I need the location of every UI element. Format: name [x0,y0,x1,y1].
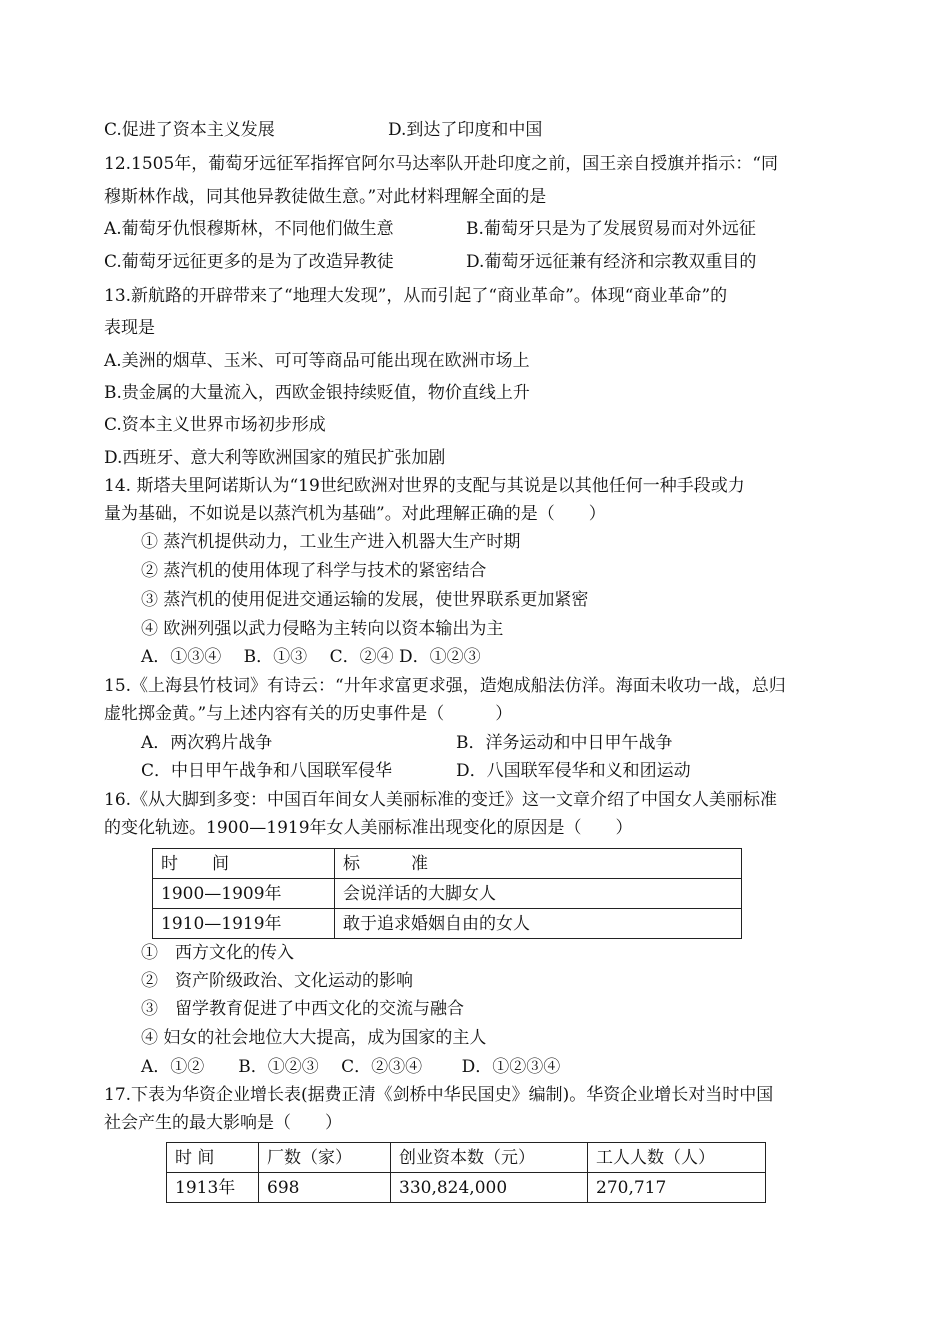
q16-statement-3: ③ 留学教育促进了中西文化的交流与融合 [141,999,464,1019]
q14-statement-3: ③ 蒸汽机的使用促进交通运输的发展，使世界联系更加紧密 [141,590,589,610]
q15-option-c: C．中日甲午战争和八国联军侵华 [141,761,393,781]
table-cell: 敢于追求婚姻自由的女人 [335,909,742,939]
q13-stem-1: 13.新航路的开辟带来了“地理大发现”，从而引起了“商业革命”。体现“商业革命”的 [104,286,728,306]
q12-stem-1: 12.1505年，葡萄牙远征军指挥官阿尔马达率队开赴印度之前，国王亲自授旗并指示：“同 [104,154,778,174]
q13-option-c: C.资本主义世界市场初步形成 [104,415,326,435]
table-cell: 会说洋话的大脚女人 [335,879,742,909]
table-cell: 1900—1909年 [153,879,335,909]
q16-statement-1: ① 西方文化的传入 [141,943,294,963]
table-cell: 270,717 [588,1173,766,1203]
table-row [153,879,742,909]
table-header-cell: 时 间 [153,849,335,879]
q16-stem-2: 的变化轨迹。1900—1919年女人美丽标准出现变化的原因是（ ） [104,818,633,838]
q15-stem-2: 虚牝掷金黄。”与上述内容有关的历史事件是（ ） [104,704,513,724]
table-header-cell: 标 准 [335,849,742,879]
table-header-row [167,1143,766,1173]
option-d-q11: D.到达了印度和中国 [388,120,543,140]
q14-statement-4: ④ 欧洲列强以武力侵略为主转向以资本输出为主 [141,619,504,639]
q17-stem-2: 社会产生的最大影响是（ ） [104,1113,342,1133]
q13-option-b: B.贵金属的大量流入，西欧金银持续贬值，物价直线上升 [104,383,530,403]
table-header-cell: 时 间 [167,1143,259,1173]
q15-option-b: B．洋务运动和中日甲午战争 [456,733,673,753]
table-header-row [153,849,742,879]
table-header-cell: 创业资本数（元） [391,1143,588,1173]
q16-options: A．①② B．①②③ C．②③④ D．①②③④ [141,1057,561,1077]
q13-option-d: D.西班牙、意大利等欧洲国家的殖民扩张加剧 [104,448,446,468]
table-cell: 698 [259,1173,391,1203]
table-header-cell: 工人人数（人） [588,1143,766,1173]
table-cell: 1913年 [167,1173,259,1203]
table-cell: 330,824,000 [391,1173,588,1203]
q14-options: A．①③④ B．①③ C．②④ D．①②③ [141,647,481,667]
q16-stem-1: 16.《从大脚到多变：中国百年间女人美丽标准的变迁》这一文章介绍了中国女人美丽标准 [104,790,778,810]
q12-stem-2: 穆斯林作战，同其他异教徒做生意。”对此材料理解全面的是 [104,187,547,207]
q14-statement-1: ① 蒸汽机提供动力，工业生产进入机器大生产时期 [141,532,521,552]
q13-stem-2: 表现是 [104,318,155,338]
table-row [153,909,742,939]
q15-option-d: D．八国联军侵华和义和团运动 [456,761,691,781]
beauty-standard-table [152,848,742,939]
table-cell: 1910—1919年 [153,909,335,939]
table-header-cell: 厂数（家） [259,1143,391,1173]
q16-statement-2: ② 资产阶级政治、文化运动的影响 [141,971,413,991]
q12-option-c: C.葡萄牙远征更多的是为了改造异教徒 [104,252,394,272]
q15-option-a: A．两次鸦片战争 [141,733,273,753]
q14-stem-1: 14. 斯塔夫里阿诺斯认为“19世纪欧洲对世界的支配与其说是以其他任何一种手段或力 [104,476,745,496]
q12-option-a: A.葡萄牙仇恨穆斯林，不同他们做生意 [104,219,394,239]
q13-option-a: A.美洲的烟草、玉米、可可等商品可能出现在欧洲市场上 [104,351,530,371]
option-c-q11: C.促进了资本主义发展 [104,120,275,140]
table-row [167,1173,766,1203]
chinese-enterprise-growth-table [166,1142,766,1203]
q14-stem-2: 量为基础，不如说是以蒸汽机为基础”。对此理解正确的是（ ） [104,504,606,524]
q17-stem-1: 17.下表为华资企业增长表(据费正清《剑桥中华民国史》编制)。华资企业增长对当时中国 [104,1085,774,1105]
q14-statement-2: ② 蒸汽机的使用体现了科学与技术的紧密结合 [141,561,487,581]
q15-stem-1: 15.《上海县竹枝词》有诗云：“廾年求富更求强，造炮成船法仿洋。海面未收功一战，总归 [104,676,786,696]
q12-option-d: D.葡萄牙远征兼有经济和宗教双重目的 [466,252,757,272]
q16-statement-4: ④ 妇女的社会地位大大提高，成为国家的主人 [141,1028,487,1048]
q12-option-b: B.葡萄牙只是为了发展贸易而对外远征 [466,219,756,239]
